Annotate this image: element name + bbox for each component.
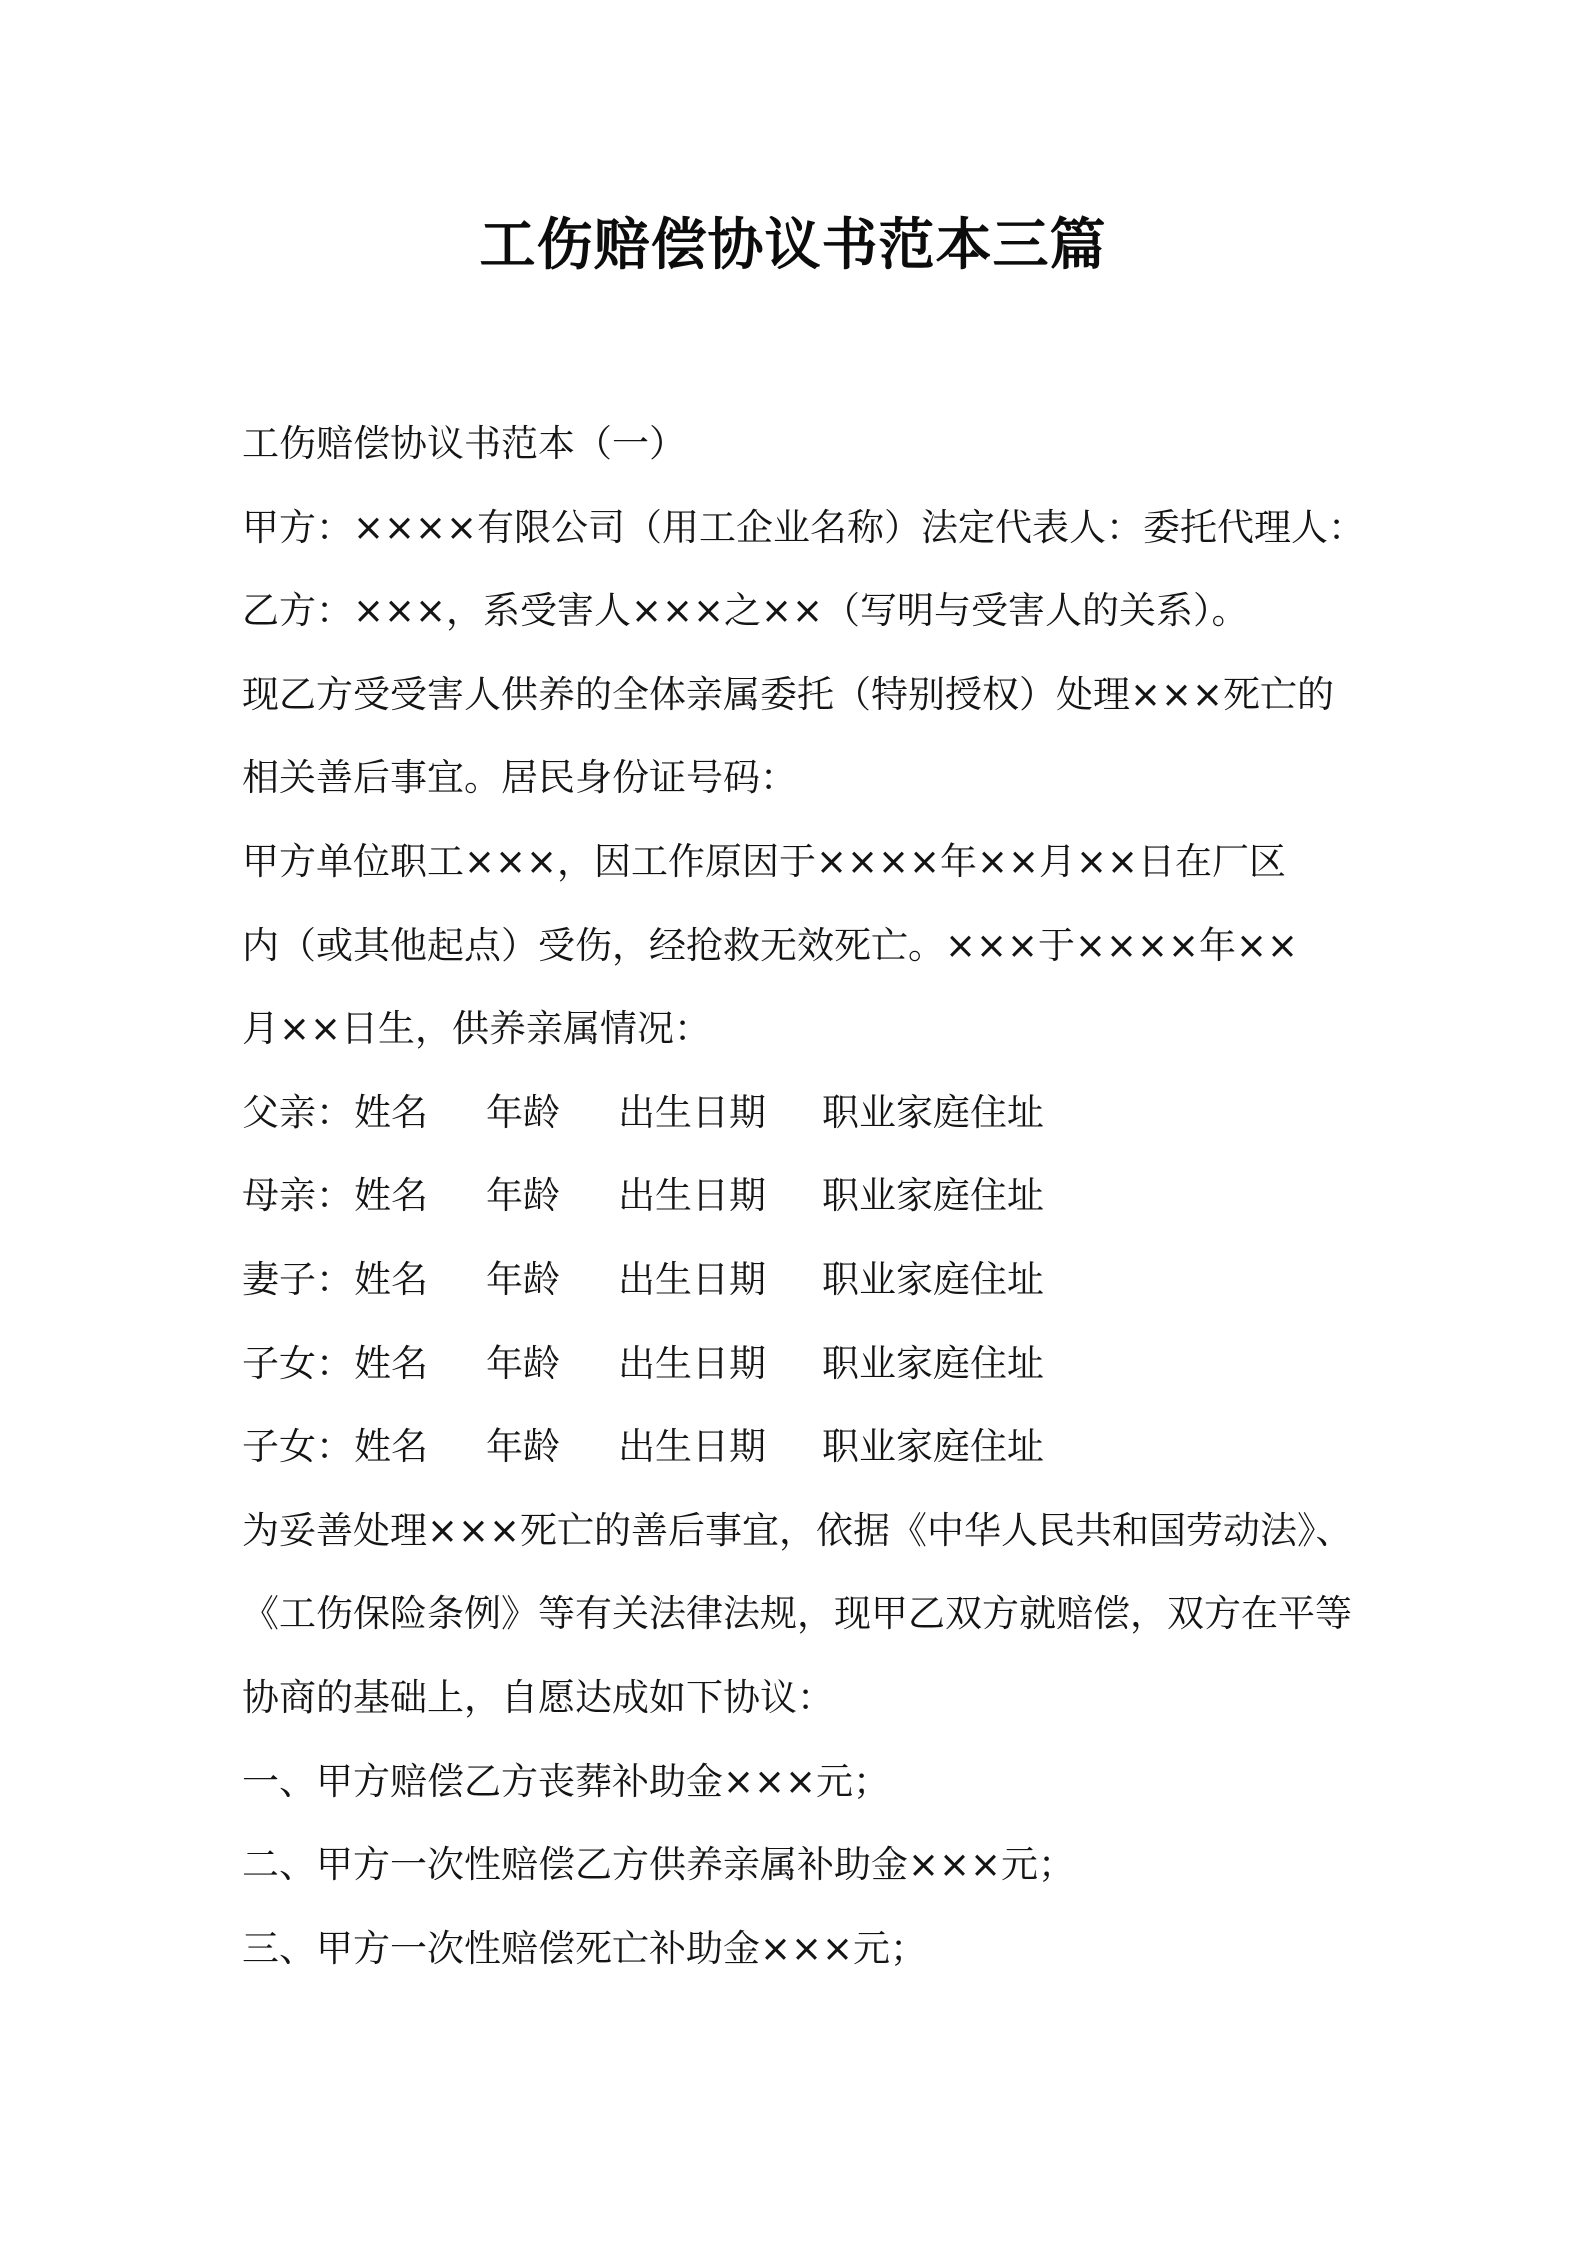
relative-job-address: 职业家庭住址 xyxy=(822,1341,1044,1385)
relative-age: 年龄 xyxy=(486,1425,560,1469)
paragraph-line: 《工伤保险条例》等有关法律法规，现甲乙双方就赔偿，双方在平等 xyxy=(242,1592,1352,1636)
relative-age: 年龄 xyxy=(486,1257,560,1301)
relative-job-address: 职业家庭住址 xyxy=(822,1425,1044,1469)
paragraph-line: 相关善后事宜。居民身份证号码： xyxy=(242,756,797,800)
relative-relation: 母亲： xyxy=(242,1174,353,1218)
section-heading: 工伤赔偿协议书范本（一） xyxy=(242,422,686,465)
relative-age: 年龄 xyxy=(486,1341,560,1385)
relative-row-father xyxy=(242,1071,1382,1155)
paragraph-line: 内（或其他起点）受伤，经抢救无效死亡。×××于××××年×× xyxy=(242,923,1299,967)
paragraph-line: 甲方单位职工×××，因工作原因于××××年××月××日在厂区 xyxy=(242,839,1287,883)
relative-job-address: 职业家庭住址 xyxy=(822,1257,1044,1301)
relative-relation: 子女： xyxy=(242,1425,353,1469)
relative-row-child xyxy=(242,1405,1382,1489)
paragraph-line: 乙方：×××，系受害人×××之××（写明与受害人的关系）。 xyxy=(242,589,1249,633)
relative-job-address: 职业家庭住址 xyxy=(822,1090,1044,1134)
agreement-clause: 二、甲方一次性赔偿乙方供养亲属补助金×××元； xyxy=(242,1843,1076,1887)
relative-age: 年龄 xyxy=(486,1090,560,1134)
relative-name: 姓名 xyxy=(354,1257,428,1301)
paragraph-line: 月××日生，供养亲属情况： xyxy=(242,1007,712,1051)
relative-relation: 父亲： xyxy=(242,1090,353,1134)
relative-job-address: 职业家庭住址 xyxy=(822,1174,1044,1218)
paragraph-line: 为妥善处理×××死亡的善后事宜，依据《中华人民共和国劳动法》、 xyxy=(242,1508,1353,1552)
relative-row-mother xyxy=(242,1154,1382,1238)
agreement-clause: 三、甲方一次性赔偿死亡补助金×××元； xyxy=(242,1926,928,1970)
relative-age: 年龄 xyxy=(486,1174,560,1218)
relative-row-wife xyxy=(242,1238,1382,1322)
relative-birthdate: 出生日期 xyxy=(618,1425,766,1469)
relative-row-child xyxy=(242,1322,1382,1406)
relative-birthdate: 出生日期 xyxy=(618,1257,766,1301)
paragraph-line: 协商的基础上，自愿达成如下协议： xyxy=(242,1675,834,1719)
paragraph-line: 现乙方受受害人供养的全体亲属委托（特别授权）处理×××死亡的 xyxy=(242,672,1335,716)
relative-birthdate: 出生日期 xyxy=(618,1341,766,1385)
relative-birthdate: 出生日期 xyxy=(618,1174,766,1218)
agreement-clause: 一、甲方赔偿乙方丧葬补助金×××元； xyxy=(242,1759,891,1803)
document-title: 工伤赔偿协议书范本三篇 xyxy=(479,213,1107,278)
relative-relation: 子女： xyxy=(242,1341,353,1385)
paragraph-line: 甲方：××××有限公司（用工企业名称）法定代表人：委托代理人： xyxy=(242,505,1366,549)
relative-name: 姓名 xyxy=(354,1425,428,1469)
relative-name: 姓名 xyxy=(354,1174,428,1218)
relative-name: 姓名 xyxy=(354,1090,428,1134)
document-body xyxy=(242,402,1382,1990)
relative-birthdate: 出生日期 xyxy=(618,1090,766,1134)
relative-relation: 妻子： xyxy=(242,1257,353,1301)
relative-name: 姓名 xyxy=(354,1341,428,1385)
